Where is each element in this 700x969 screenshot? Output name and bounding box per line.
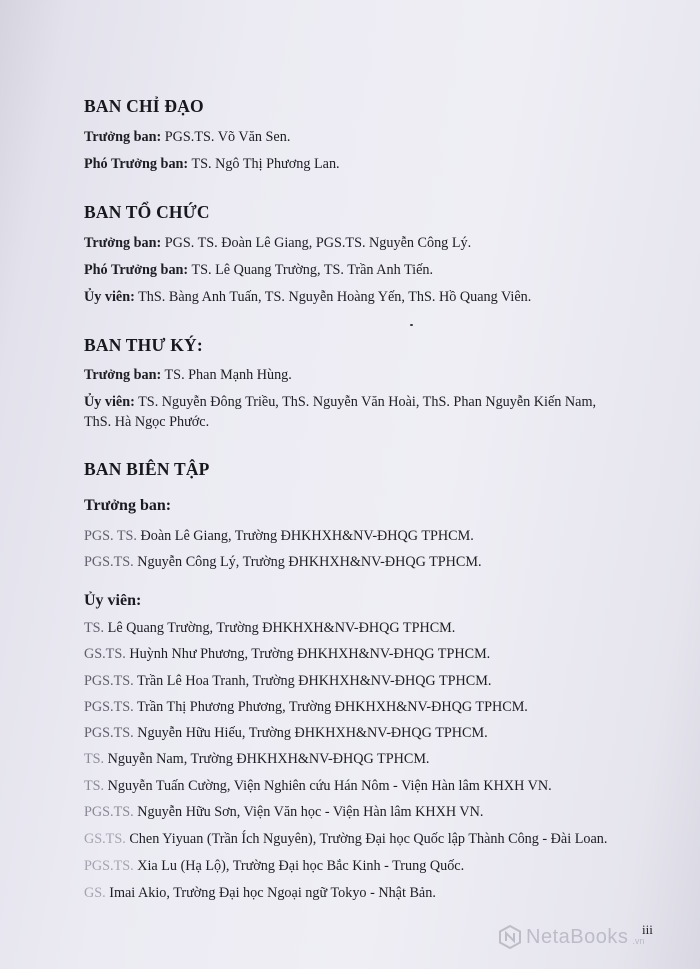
row-label: Ủy viên: <box>84 394 135 410</box>
page-number: iii <box>642 922 653 937</box>
row-label: Trưởng ban: <box>84 367 162 383</box>
ink-speck <box>410 324 413 326</box>
entry-text: Imai Akio, Trường Đại học Ngoại ngữ Tokyo - Nhật Bản. <box>105 885 436 901</box>
academic-title: TS. <box>84 751 105 767</box>
academic-title: TS. <box>84 778 105 794</box>
entry-text: Đoàn Lê Giang, Trường ĐHKHXH&NV-ĐHQG TPHCM. <box>136 528 474 544</box>
watermark-text: NetaBooks <box>526 925 629 948</box>
entry-text: Nguyễn Hữu Hiếu, Trường ĐHKHXH&NV-ĐHQG TPHCM. <box>133 725 488 741</box>
academic-title: PGS.TS. <box>84 858 134 874</box>
entry-text: Xia Lu (Hạ Lộ), Trường Đại học Bắc Kinh - Trung Quốc. <box>133 858 465 874</box>
ban-to-chuc-heading: BAN TỔ CHỨC <box>84 202 210 222</box>
entry-text: Nguyễn Nam, Trường ĐHKHXH&NV-ĐHQG TPHCM. <box>104 751 430 767</box>
academic-title: PGS.TS. <box>84 725 134 741</box>
row-value: PGS. TS. Đoàn Lê Giang, PGS.TS. Nguyễn Công Lý. <box>161 235 472 251</box>
entry-text: Nguyễn Công Lý, Trường ĐHKHXH&NV-ĐHQG TPHCM. <box>133 554 482 570</box>
member-entry <box>84 884 436 902</box>
member-entry <box>84 619 455 637</box>
entry-text: Nguyễn Tuấn Cường, Viện Nghiên cứu Hán Nôm - Viện Hàn lâm KHXH VN. <box>104 778 552 794</box>
truong-ban-label: Trưởng ban: <box>84 497 172 514</box>
member-entry <box>84 672 491 690</box>
row-label: Phó Trưởng ban: <box>84 262 189 278</box>
entry-text: Trần Thị Phương Phương, Trường ĐHKHXH&NV-ĐHQG TPHCM. <box>133 699 528 715</box>
uy-vien-label: Ủy viên: <box>84 592 142 609</box>
academic-title: PGS.TS. <box>84 554 134 570</box>
watermark <box>498 925 644 949</box>
row-value: ThS. Bàng Anh Tuấn, TS. Nguyễn Hoàng Yến, ThS. Hồ Quang Viên. <box>134 289 532 305</box>
ban-chi-dao-heading: BAN CHỈ ĐẠO <box>84 96 204 116</box>
member-entry <box>84 724 488 742</box>
member-entry <box>84 645 490 663</box>
academic-title: PGS.TS. <box>84 699 134 715</box>
academic-title: TS. <box>84 620 105 636</box>
watermark-suffix: .vn <box>632 936 645 946</box>
ban-thu-ky-heading: BAN THƯ KÝ: <box>84 335 203 355</box>
entry-text: Lê Quang Trường, Trường ĐHKHXH&NV-ĐHQG TPHCM. <box>104 620 456 636</box>
row-label: Ủy viên: <box>84 289 135 305</box>
member-entry <box>84 750 429 768</box>
row-value: TS. Ngô Thị Phương Lan. <box>188 156 340 172</box>
member-entry <box>84 857 464 875</box>
ban-thu-ky-continuation: ThS. Hà Ngọc Phước. <box>84 414 210 430</box>
ban-chi-dao-row <box>84 128 290 146</box>
entry-text: Nguyễn Hữu Sơn, Viện Văn học - Viện Hàn lâm KHXH VN. <box>133 804 484 820</box>
entry-text: Trần Lê Hoa Tranh, Trường ĐHKHXH&NV-ĐHQG TPHCM. <box>133 673 492 689</box>
row-label: Phó Trưởng ban: <box>84 156 189 172</box>
hexagon-logo-icon <box>498 925 522 949</box>
academic-title: PGS. TS. <box>84 528 137 544</box>
member-entry <box>84 777 552 795</box>
member-entry <box>84 830 607 848</box>
entry-text: Chen Yiyuan (Trần Ích Nguyên), Trường Đại học Quốc lập Thành Công - Đài Loan. <box>125 831 608 847</box>
academic-title: GS.TS. <box>84 646 126 662</box>
editor-entry <box>84 553 482 571</box>
member-entry <box>84 803 483 821</box>
row-label: Trưởng ban: <box>84 129 162 145</box>
academic-title: PGS.TS. <box>84 673 134 689</box>
row-label: Trưởng ban: <box>84 235 162 251</box>
ban-bien-tap-heading: BAN BIÊN TẬP <box>84 459 210 479</box>
ban-thu-ky-row <box>84 366 292 384</box>
row-value: TS. Nguyễn Đông Triều, ThS. Nguyễn Văn Hoài, ThS. Phan Nguyễn Kiến Nam, <box>134 394 597 410</box>
ban-to-chuc-row <box>84 288 531 306</box>
academic-title: PGS.TS. <box>84 804 134 820</box>
ban-to-chuc-row <box>84 234 471 252</box>
editor-entry <box>84 527 474 545</box>
row-value: TS. Phan Mạnh Hùng. <box>161 367 292 383</box>
academic-title: GS.TS. <box>84 831 126 847</box>
ban-thu-ky-row <box>84 393 596 411</box>
ban-to-chuc-row <box>84 261 433 279</box>
row-value: TS. Lê Quang Trường, TS. Trần Anh Tiến. <box>188 262 434 278</box>
ban-chi-dao-row <box>84 155 340 173</box>
entry-text: Huỳnh Như Phương, Trường ĐHKHXH&NV-ĐHQG TPHCM. <box>125 646 491 662</box>
academic-title: GS. <box>84 885 106 901</box>
row-value: PGS.TS. Võ Văn Sen. <box>161 129 291 145</box>
member-entry <box>84 698 528 716</box>
